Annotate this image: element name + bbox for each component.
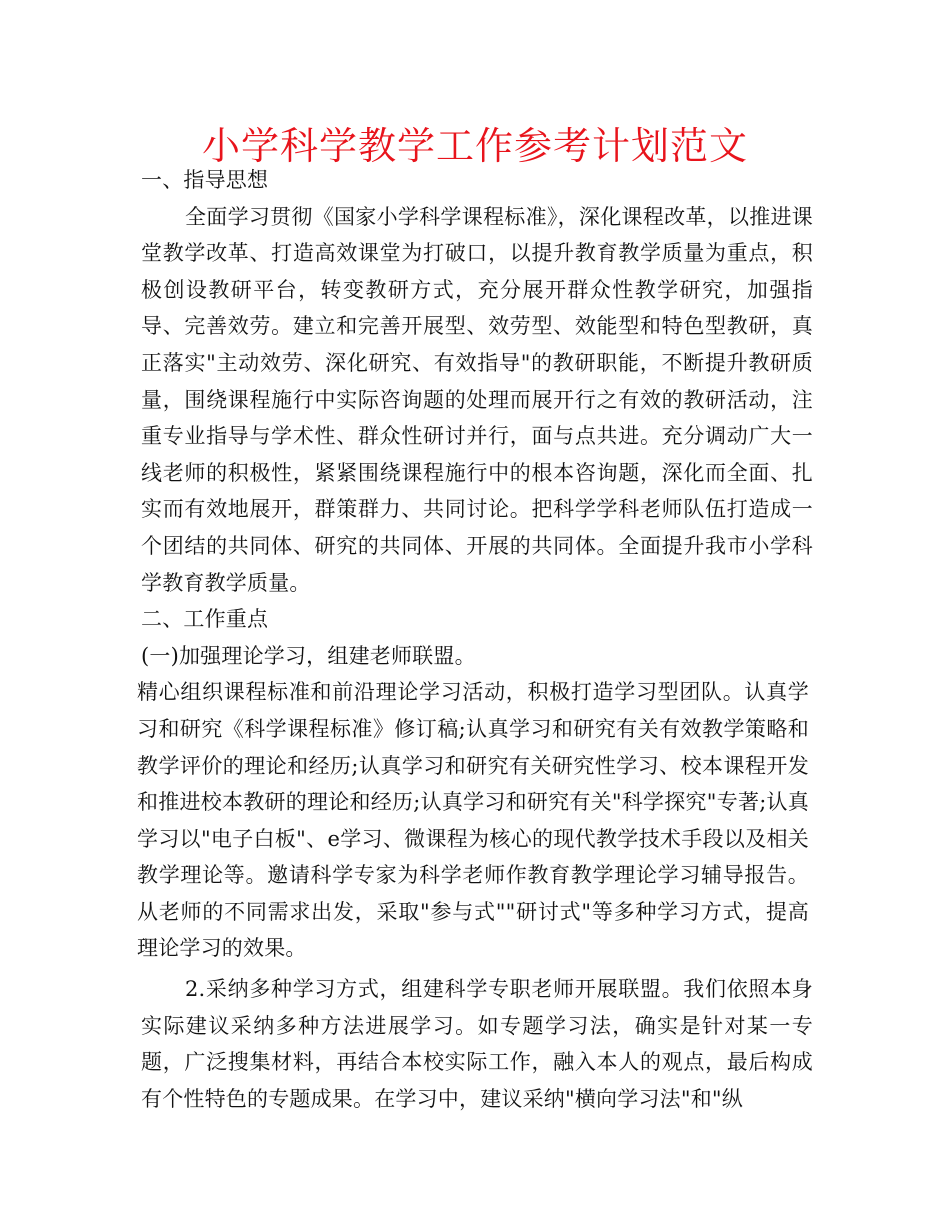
document-body: [137, 162, 813, 1117]
paragraph-theory-study: 精心组织课程标准和前沿理论学习活动，积极打造学习型团队。认真学习和研究《科学课程标准》修订稿;认真学习和研究有关有效教学策略和教学评价的理论和经历;认真学习和研究有关研究性学习、校本课程开发和推进校本教研的理论和经历;认真学习和研究有关"科学探究"专著;认真学习以"电子白板"、e学习、微课程为核心的现代教学技术手段以及相关教学理论等。邀请科学专家为科学老师作教育教学理论学习辅导报告。从老师的不同需求出发，采取"参与式""研讨式"等多种学习方式，提高理论学习的效果。: [137, 680, 809, 961]
section-heading-guiding-thought: 一、指导思想: [141, 168, 269, 192]
paragraph-study-methods: 2.采纳多种学习方式，组建科学专职老师开展联盟。我们依照本身实际建议采纳多种方法进展学习。如专题学习法，确实是针对某一专题，广泛搜集材料，再结合本校实际工作，融入本人的观点，最后构成有个性特色的专题成果。在学习中，建议采纳"横向学习法"和"纵: [141, 977, 813, 1111]
subsection-heading-theory-study: (一)加强理论学习，组建老师联盟。: [141, 643, 476, 668]
document-title: 小学科学教学工作参考计划范文: [201, 124, 748, 168]
paragraph-guiding-thought: 全面学习贯彻《国家小学科学课程标准》，深化课程改革，以推进课堂教学改革、打造高效课堂为打破口，以提升教育教学质量为重点，积极创设教研平台，转变教研方式，充分展开群众性教学研究，加强指导、完善效劳。建立和完善开展型、效劳型、效能型和特色型教研，真正落实"主动效劳、深化研究、有效指导"的教研职能，不断提升教研质量，围绕课程施行中实际咨询题的处理而展开行之有效的教研活动，注重专业指导与学术性、群众性研讨并行，面与点共进。充分调动广大一线老师的积极性，紧紧围绕课程施行中的根本咨询题，深化而全面、扎实而有效地展开，群策群力、共同讨论。把科学学科老师队伍打造成一个团结的共同体、研究的共同体、开展的共同体。全面提升我市小学科学教育教学质量。: [141, 204, 813, 595]
section-heading-work-focus: 二、工作重点: [141, 607, 269, 632]
